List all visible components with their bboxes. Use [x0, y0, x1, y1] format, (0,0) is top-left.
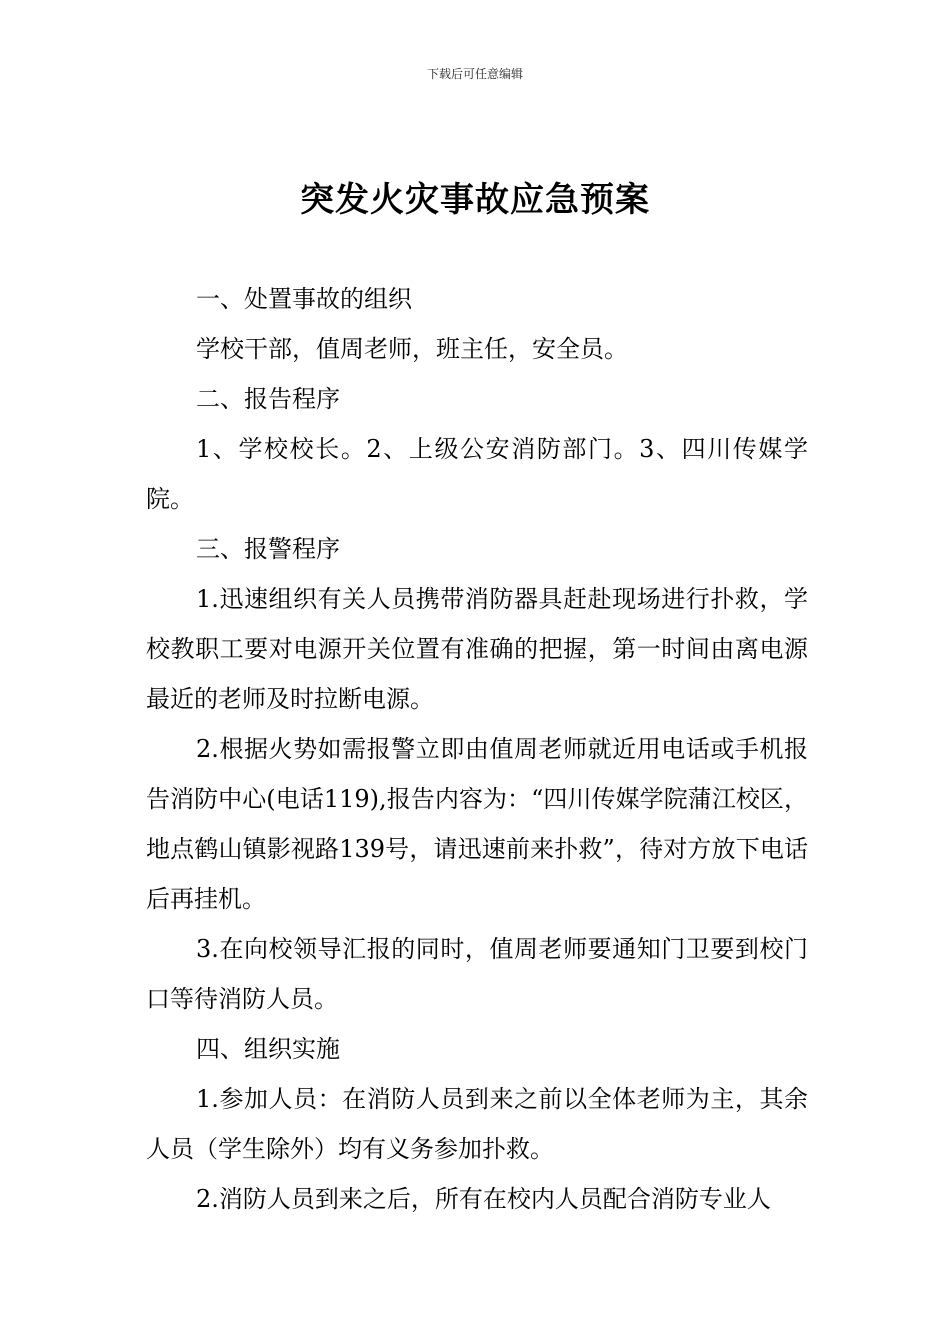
paragraph-alarm-step-1: 1.迅速组织有关人员携带消防器具赶赴现场进行扑救，学校教职工要对电源开关位置有准确的把握，第一时间由离电源最近的老师及时拉断电源。 — [146, 585, 808, 713]
paragraph-alarm-step-3: 3.在向校领导汇报的同时，值周老师要通知门卫要到校门口等待消防人员。 — [146, 935, 808, 1013]
section-heading-implementation: 四、组织实施 — [196, 1035, 340, 1063]
paragraph-report-procedure: 1、学校校长。2、上级公安消防部门。3、四川传媒学院。 — [146, 435, 808, 513]
document-title: 突发火灾事故应急预案 — [300, 180, 650, 220]
paragraph-alarm-step-2: 2.根据火势如需报警立即由值周老师就近用电话或手机报告消防中心(电话119),报告内容为：“四川传媒学院蒲江校区，地点鹤山镇影视路139号，请迅速前来扑救”，待对方放下电话后再挂机。 — [146, 735, 808, 913]
paragraph-organization-members: 学校干部，值周老师，班主任，安全员。 — [196, 335, 628, 363]
paragraph-implementation-step-2: 2.消防人员到来之后，所有在校内人员配合消防专业人 — [196, 1185, 771, 1213]
paragraph-implementation-step-1: 1.参加人员：在消防人员到来之前以全体老师为主，其余人员（学生除外）均有义务参加扑救。 — [146, 1085, 808, 1163]
page-header-note: 下载后可任意编辑 — [426, 67, 523, 81]
section-heading-organization: 一、处置事故的组织 — [196, 285, 412, 313]
section-heading-alarm-procedure: 三、报警程序 — [196, 535, 340, 563]
document-body — [146, 274, 808, 1224]
section-heading-report-procedure: 二、报告程序 — [196, 385, 340, 413]
